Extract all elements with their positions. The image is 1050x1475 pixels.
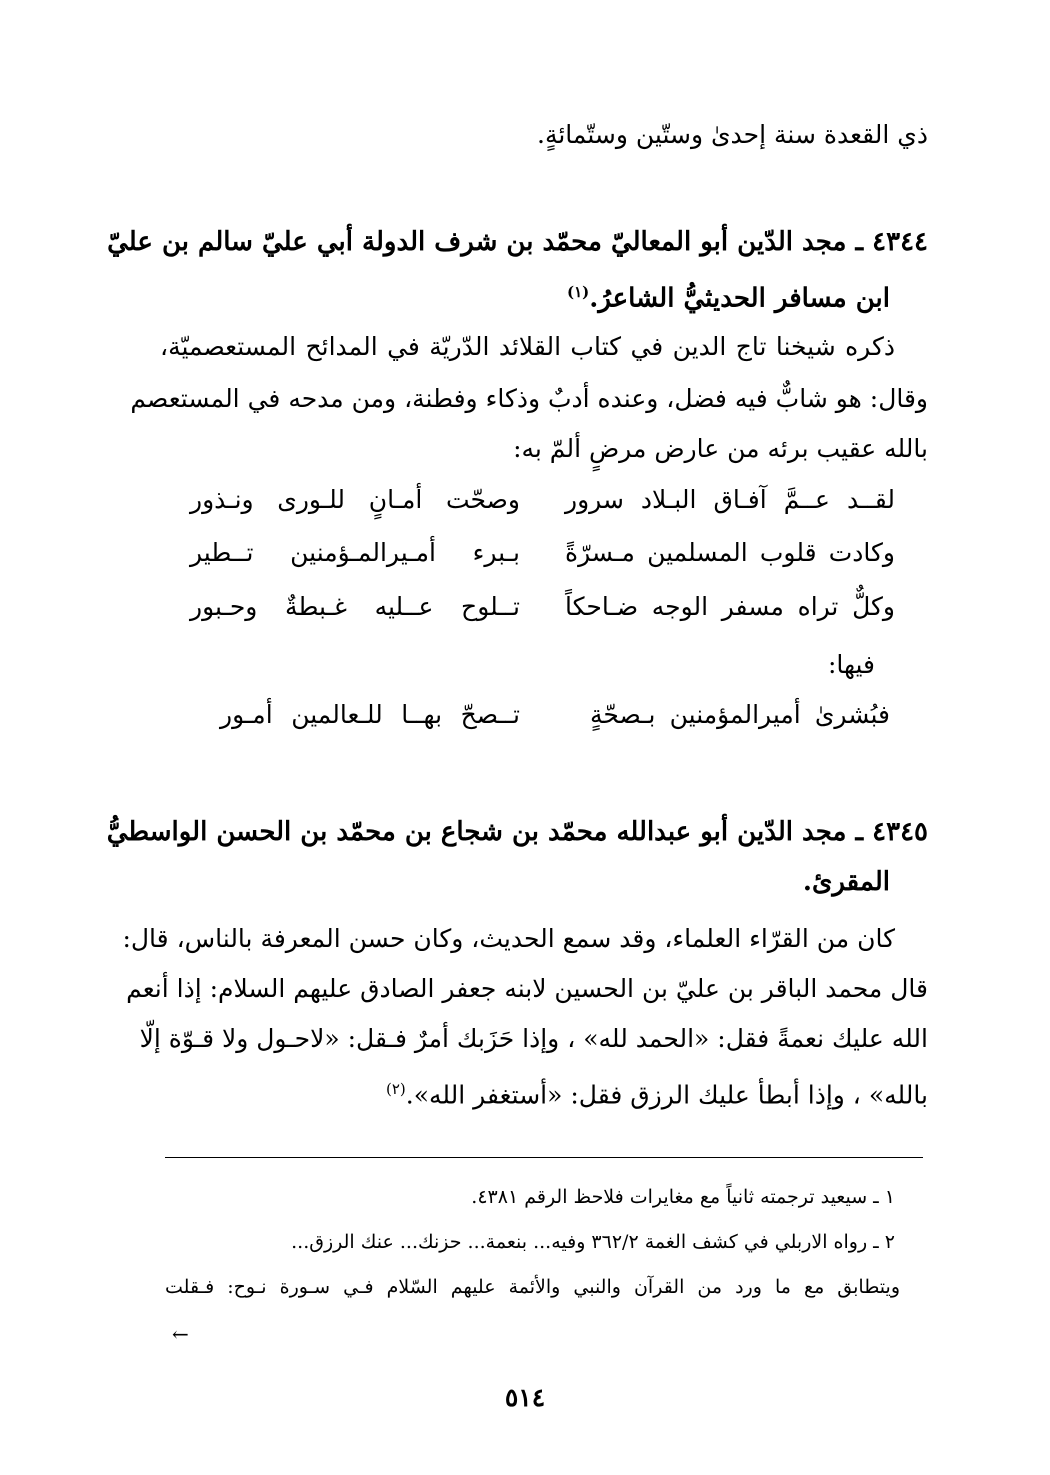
verse-hemistich: تــصحّ بهــا للـعالمين أمـور (220, 700, 520, 729)
verse-row (190, 485, 895, 525)
paragraph-line: قال محمد الباقر بن عليّ بن الحسين لابنه جعفر الصادق عليهم السلام: إذا أنعم (126, 974, 928, 1003)
footnote-marker: (١) (566, 283, 590, 301)
entry-heading-4345: ٤٣٤٥ ـ مجد الدّين أبو عبدالله محمّد بن شجاع بن محمّد بن الحسن الواسطيُّ (106, 817, 928, 847)
verse-hemistich: وكلٌّ تراه مسفر الوجه ضـاحكاً (565, 592, 895, 621)
footnote-1: ١ ـ سيعيد ترجمته ثانياً مع مغايرات فلاحظ الرقم ٤٣٨١. (471, 1186, 895, 1208)
paragraph-line: وقال: هو شابٌّ فيه فضل، وعنده أدبٌ وذكاء وفطنة، ومن مدحه في المستعصم (130, 384, 928, 413)
verse-row (220, 700, 890, 740)
entry-heading-4345-cont: المقرئ. (802, 867, 890, 897)
paragraph-text: بالله» ، وإذا أبطأ عليك الرزق فقل: «أستغفر الله». (405, 1080, 928, 1110)
footnote-2: ٢ ـ رواه الاربلي في كشف الغمة ٣٦٢/٢ وفيه... بنعمة... حزنك... عنك الرزق... (291, 1231, 895, 1253)
verse-hemistich: فبُشرىٰ أميرالمؤمنين بـصحّةٍ (590, 700, 890, 729)
verse-intro: فيها: (827, 650, 875, 679)
paragraph-line: كان من القرّاء العلماء، وقد سمع الحديث، وكان حسن المعرفة بالناس، قال: (122, 924, 895, 953)
verse-hemistich: وصحّت أمـانٍ للـورى ونـذور (190, 485, 520, 514)
verse-hemistich: تــلوح عــليه غـبطةٌ وحـبور (190, 592, 520, 621)
page-number: ٥١٤ (504, 1383, 546, 1412)
footnote-marker: (٢) (385, 1080, 406, 1098)
footnote-2-cont: ويتطابق مع ما ورد من القرآن والنبي والأئمة عليهم السّلام فـي سـورة نـوح: فـقلت (165, 1276, 900, 1298)
entry-heading-4344: ٤٣٤٤ ـ مجد الدّين أبو المعاليّ محمّد بن شرف الدولة أبي عليّ سالم بن عليّ (107, 227, 928, 257)
continue-arrow-icon: ← (172, 1322, 189, 1346)
heading-text: ابن مسافر الحديثيُّ الشاعرُ. (589, 283, 890, 314)
entry-heading-4344-cont (160, 275, 890, 316)
paragraph-line: ذكره شيخنا تاج الدين في كتاب القلائد الدّريّة في المدائح المستعصميّة، (160, 332, 895, 361)
text-line: ذي القعدة سنة إحدىٰ وستّين وستّمائةٍ. (537, 120, 928, 149)
footnote-divider (165, 1157, 923, 1158)
verse-hemistich: بـبرء أمـيرالمـؤمنين تــطير (190, 538, 520, 567)
verse-row (190, 592, 895, 632)
paragraph-line: بالله عقيب برئه من عارض مرضٍ ألمّ به: (513, 434, 928, 463)
paragraph-line: الله عليك نعمةً فقل: «الحمد لله» ، وإذا حَزَبك أمرٌ فـقل: «لاحـول ولا قـوّة إلّا (139, 1024, 928, 1053)
paragraph-line (160, 1072, 928, 1112)
verse-row (190, 538, 895, 578)
verse-hemistich: لقــد عــمَّ آفـاق البـلاد سرور (565, 485, 895, 514)
verse-hemistich: وكادت قلوب المسلمين مـسرّةً (565, 538, 895, 567)
